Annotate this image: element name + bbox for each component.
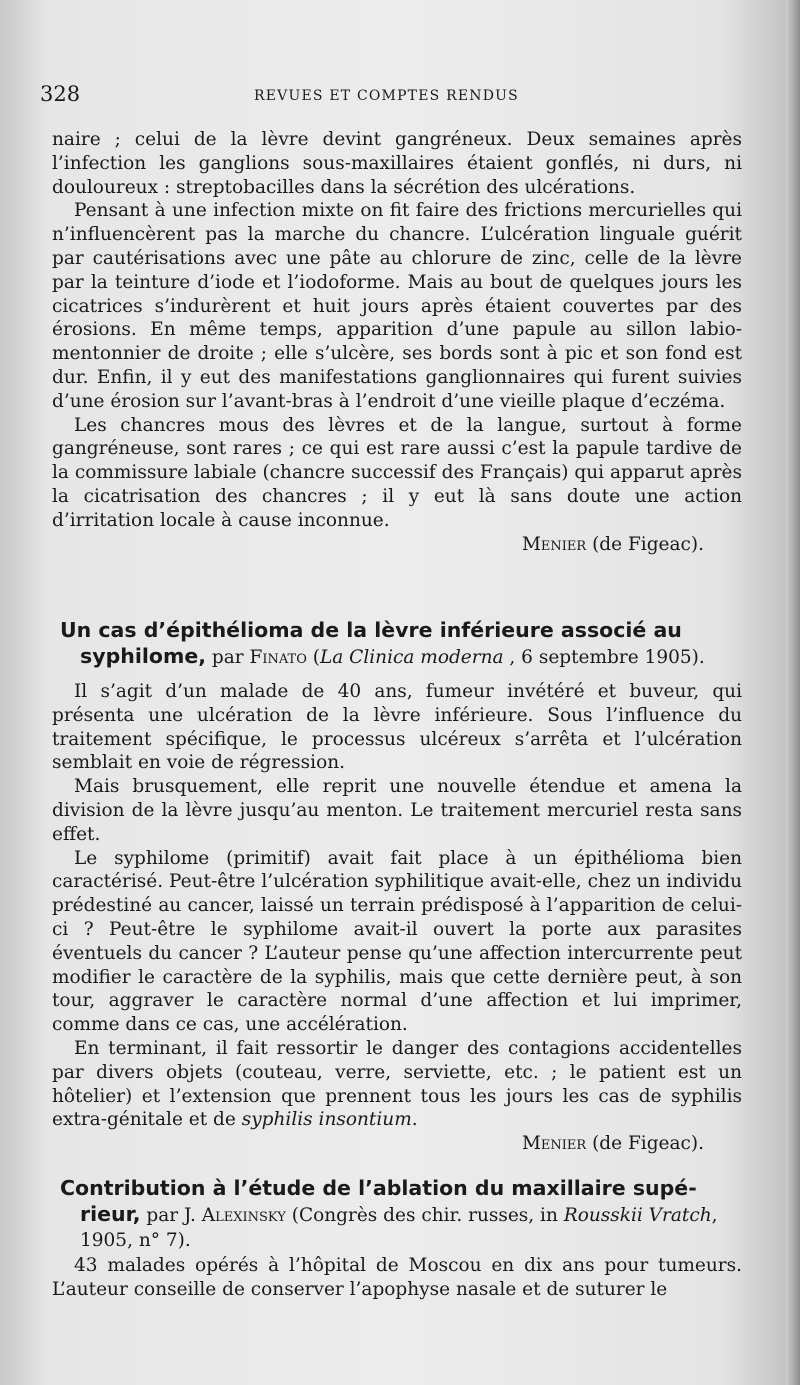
paragraph: Pensant à une infection mixte on fit faire des frictions mercurielles qui n’influencèrent pas la marche du chancre. L’ulcération linguale guérit par cautérisations avec une pâte au chlorure de zinc, celle de la lèvre par la teinture d’iode et l’iodoforme. Mais au bout de quelques jours les cicatrices s’indurèrent et huit jours après étaient couvertes par des érosions. En même temps, apparition d’une papule au sillon labio-mentonnier de droite ; elle s’ulcère, ses bords sont à pic et son fond est dur. Enfin, il y eut des manifestations ganglionnaires qui furent suivies d’une érosion sur l’avant-bras à l’endroit d’une vieille plaque d’eczéma. (52, 200, 742, 412)
review-signature (52, 1132, 742, 1156)
paragraph: Le syphilome (primitif) avait fait place à un épithélioma bien caractérisé. Peut-être l’ulcération syphilitique avait-elle, chez un individu prédestiné au cancer, laissé un terrain prédisposé à l’apparition de celui-ci ? Peut-être le syphilome avait-il ouvert la porte aux parasites éventuels du cancer ? L’auteur pense qu’une affection intercurrente peut modifier le caractère de la syphilis, mais que cette dernière peut, à son tour, aggraver le caractère normal d’une affection et lui imprimer, comme dans ce cas, une accélération. (52, 847, 742, 1036)
review-signature (52, 533, 742, 557)
page-header (40, 82, 760, 112)
by-label: par (206, 647, 250, 668)
journal-name: Rousskii Vratch (563, 1205, 712, 1226)
running-title: REVUES ET COMPTES RENDUS (254, 88, 519, 104)
paragraph: Mais brusquement, elle reprit une nouvelle étendue et amena la division de la lèvre jusqu’au menton. Le traitement mercuriel resta sans effet. (52, 776, 742, 845)
paragraph: Les chancres mous des lèvres et de la langue, surtout à forme gangréneuse, sont rares ; ce qui est rare aussi c’est la papule tardive de la commissure labiale (chancre successif des Français) qui apparut après la cicatrisation des chancres ; il y eut là sans doute une action d’irritation locale à cause inconnue. (52, 414, 742, 531)
article-title-maxillaire (60, 1176, 742, 1253)
paragraph-end: . (411, 1109, 418, 1131)
article-title-line: syphilome, (80, 644, 207, 668)
congress-ref: (Congrès des chir. russes, in (285, 1205, 564, 1226)
article-body-epithelioma (52, 680, 742, 1156)
article-author: Alexinsky (201, 1205, 286, 1226)
page-edge-shadow (786, 0, 800, 1385)
paragraph: Il s’agit d’un malade de 40 ans, fumeur invétéré et buveur, qui présenta une ulcération de la lèvre inférieure. Sous l’influence du traitement spécifique, le processus ulcéreux s’arrêta et l’ulcération semblait en voie de régression. (52, 681, 742, 774)
article-author: Finato (249, 647, 307, 668)
signature-place: (de Figeac). (586, 533, 704, 555)
article-title-line: Un cas d’épithélioma de la lèvre inférieure associé au (60, 618, 682, 642)
article-body-maxillaire (52, 1254, 742, 1302)
article-title-line: rieur, (80, 1202, 141, 1226)
by-label: par J. (140, 1205, 202, 1226)
journal-date: , 6 septembre 1905). (503, 647, 705, 668)
page-number: 328 (40, 82, 81, 106)
italic-term: syphilis insontium (241, 1109, 412, 1131)
signature-place: (de Figeac). (586, 1133, 704, 1155)
paragraph (52, 1037, 742, 1132)
article-title-epithelioma (60, 618, 742, 670)
paragraph: naire ; celui de la lèvre devint gangréneux. Deux semaines après l’infection les ganglions sous-maxillaires étaient gonflés, ni durs, ni douloureux : streptobacilles dans la sécrétion des ulcérations. (52, 129, 742, 198)
paragraph-text: En terminant, il fait ressortir le danger des contagions accidentelles par divers objets (couteau, verre, serviette, etc. ; le patient est un hôtelier) et l’extension que prennent tous les jours les cas de syphilis extra-génitale et de (52, 1037, 742, 1131)
paragraph: 43 malades opérés à l’hôpital de Moscou en dix ans pour tumeurs. L’auteur conseille de conserver l’apophyse nasale et de suturer le (52, 1255, 742, 1300)
journal-date: , 1905, n° 7). (80, 1205, 718, 1251)
journal-open: ( (306, 647, 320, 668)
section-continuation (52, 128, 742, 556)
journal-name: La Clinica moderna (319, 647, 504, 668)
signature-name: Menier (521, 533, 587, 555)
article-title-line: Contribution à l’étude de l’ablation du maxillaire supé- (60, 1176, 697, 1200)
signature-name: Menier (521, 1133, 587, 1155)
